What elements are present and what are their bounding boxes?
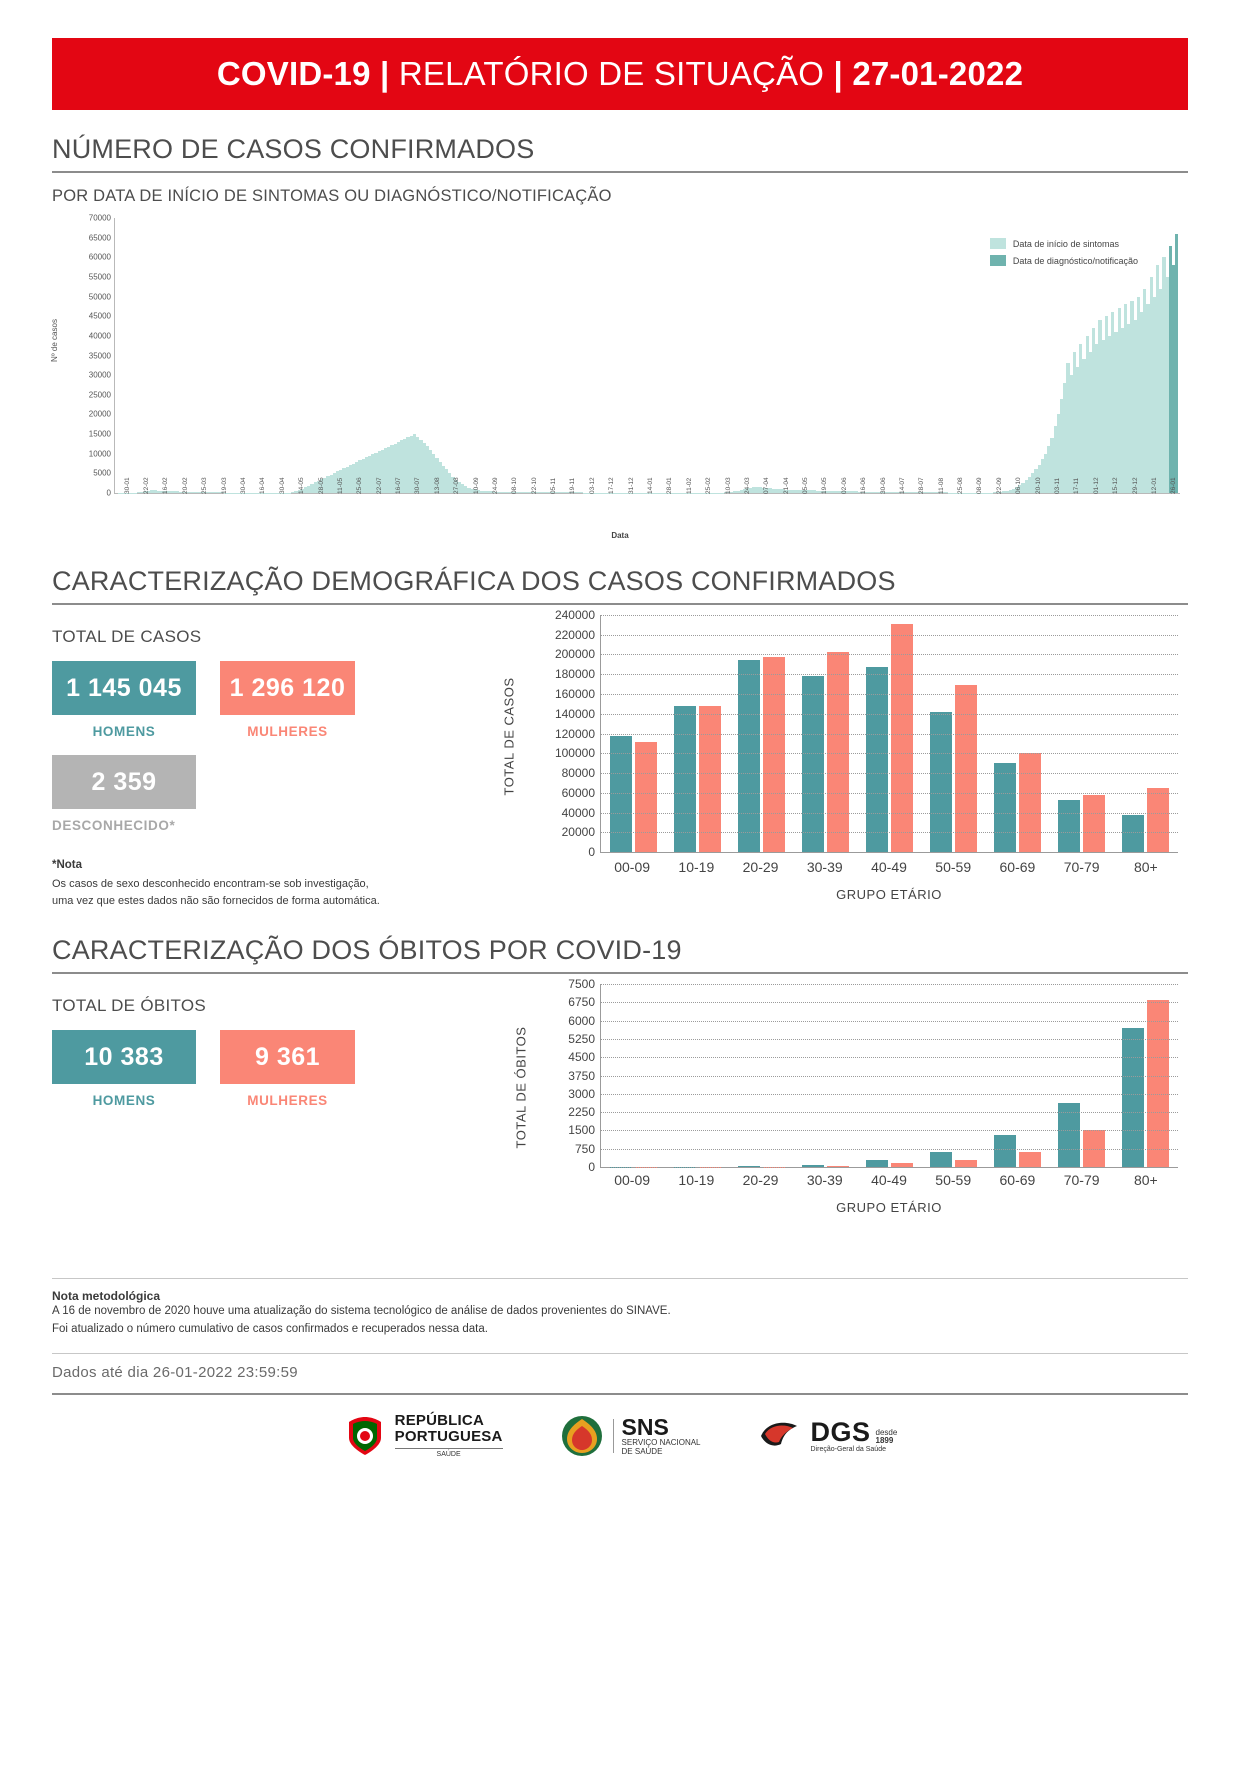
epi-curve-x-tick: 22-10 [531,477,538,494]
header-date: 27-01-2022 [852,55,1023,92]
epi-curve-legend [990,238,1138,272]
x-tick-label: 40-49 [857,859,921,875]
deaths-by-age-chart [522,980,1188,1220]
sns-flame-icon [559,1413,605,1459]
x-tick-label: 20-29 [728,1172,792,1188]
epi-curve-x-tick: 03-12 [589,477,596,494]
bar-women [635,742,657,852]
portuguese-shield-icon [343,1414,387,1458]
note-line-1: Os casos de sexo desconhecido encontram-se sob investigação, [52,876,522,893]
epi-curve-x-tick: 08-09 [976,477,983,494]
logo-sns-text [622,1415,701,1456]
epi-curve-x-tick: 30-04 [279,477,286,494]
section-title-cases: NÚMERO DE CASOS CONFIRMADOS [52,134,1188,173]
x-tick-label: 50-59 [921,859,985,875]
logo-dgs-line-3: 1899 [876,1437,898,1446]
footer-logos [52,1413,1188,1459]
bar-men [674,706,696,852]
epi-curve-x-tick-labels [114,494,1180,524]
logo-republica-line-2: PORTUGUESA [395,1429,503,1445]
epi-curve-y-tick: 20000 [89,410,111,419]
logo-dgs-text [811,1418,898,1454]
y-tick-label: 20000 [562,825,595,839]
y-tick-label: 3750 [568,1069,595,1083]
y-tick-label: 80000 [562,766,595,780]
grid-line [601,1057,1178,1058]
grid-line [601,1130,1178,1131]
header-sep-2: | [824,55,852,92]
epi-curve-x-tick: 03-11 [1054,478,1061,494]
total-cases-unknown [52,755,522,833]
deaths-chart-plot-area [600,984,1178,1168]
epi-curve-x-tick: 31-12 [628,477,635,494]
bar-women [1147,788,1169,852]
logo-republica-text [395,1413,503,1458]
epi-curve-x-axis-title: Data [52,531,1188,540]
logo-sns-line-3: DE SAÚDE [622,1448,701,1456]
epi-curve-x-tick: 16-06 [860,477,867,494]
epi-curve-y-tick: 10000 [89,449,111,458]
epi-curve-x-tick: 12-01 [1151,477,1158,494]
legend-item-sintomas [990,238,1138,249]
bar-men [994,1135,1016,1167]
epi-curve-x-tick: 17-11 [1073,478,1080,494]
logo-sns-line-1: SNS [622,1415,701,1439]
report-header-title [217,55,1023,93]
bar-women [1019,1152,1041,1167]
header-covid-label: COVID-19 [217,55,371,92]
bar-women [1019,753,1041,852]
methodology-line-1: A 16 de novembro de 2020 houve uma atualização do sistema tecnológico de análise de dados provenientes do SINAVE. [52,1303,1188,1321]
logo-dgs-line-1: DGS [811,1418,871,1446]
y-tick-label: 4500 [568,1050,595,1064]
epi-curve-y-tick: 55000 [89,272,111,281]
epi-curve-x-tick: 20-02 [182,477,189,494]
epi-curve-y-tick: 45000 [89,312,111,321]
total-deaths-men-value: 10 383 [52,1030,196,1084]
grid-line [601,734,1178,735]
y-tick-label: 3000 [568,1087,595,1101]
total-cases-women [196,661,355,739]
epi-curve-x-tick: 25-06 [356,477,363,494]
epi-curve-x-tick: 10-03 [725,477,732,494]
legend-label-diagnostico: Data de diagnóstico/notificação [1013,256,1138,266]
methodology-line-2: Foi atualizado o número cumulativo de casos confirmados e recuperados nessa data. [52,1321,1188,1339]
bar-women [955,1160,977,1167]
epi-curve-x-tick: 02-06 [841,477,848,494]
total-cases-women-label: MULHERES [220,724,355,739]
y-tick-label: 180000 [555,667,595,681]
x-tick-label: 60-69 [985,1172,1049,1188]
divider-methodology-top [52,1278,1188,1279]
total-cases-men-label: HOMENS [52,724,196,739]
epi-curve-x-tick: 27-08 [453,477,460,494]
epi-curve-y-tick: 35000 [89,351,111,360]
deaths-by-age-chart-wrap [522,980,1188,1220]
bar-women [763,657,785,852]
bar-men [738,660,760,852]
epi-curve-x-tick: 25-03 [201,477,208,494]
x-tick-label: 50-59 [921,1172,985,1188]
bar-men [1122,1028,1144,1167]
total-cases-men [52,661,196,739]
total-deaths-men [52,1030,196,1108]
epi-curve-x-tick: 25-08 [957,477,964,494]
epi-curve-x-tick: 01-12 [1093,477,1100,494]
epi-curve-x-tick: 07-04 [763,477,770,494]
x-tick-label: 00-09 [600,1172,664,1188]
y-tick-label: 7500 [568,977,595,991]
y-tick-label: 240000 [555,608,595,622]
epi-curve-y-tick: 30000 [89,371,111,380]
grid-line [601,674,1178,675]
epi-curve-x-tick: 28-01 [666,477,673,494]
x-tick-label: 30-39 [793,1172,857,1188]
y-tick-label: 2250 [568,1105,595,1119]
total-deaths-women-label: MULHERES [220,1093,355,1108]
grid-line [601,852,1178,853]
header-sep-1: | [371,55,399,92]
total-deaths-women [196,1030,355,1108]
bar-men [866,1160,888,1167]
epi-curve-x-tick: 11-08 [938,478,945,494]
bar-men [1058,800,1080,852]
grid-line [601,813,1178,814]
epi-curve-x-tick: 14-01 [647,477,654,494]
bar-women [1147,1000,1169,1167]
grid-line [601,694,1178,695]
epi-curve-x-tick: 17-12 [608,477,615,494]
epi-curve-x-tick: 16-07 [395,477,402,494]
section-title-demographics: CARACTERIZAÇÃO DEMOGRÁFICA DOS CASOS CONFIRMADOS [52,566,1188,605]
demographics-row [52,611,1188,911]
dgs-emblem-icon [757,1416,803,1456]
x-tick-label: 70-79 [1050,859,1114,875]
epi-curve-x-tick: 19-05 [821,477,828,494]
cases-chart-x-axis-title: GRUPO ETÁRIO [600,887,1178,902]
epi-curve-y-tick: 25000 [89,390,111,399]
epi-curve-x-tick: 21-04 [783,477,790,494]
logo-sns-divider [613,1419,614,1453]
total-cases-title: TOTAL DE CASOS [52,627,522,647]
deaths-row [52,980,1188,1220]
logo-sns-line-2: SERVIÇO NACIONAL [622,1439,701,1447]
epi-curve-y-tick: 70000 [89,214,111,223]
cases-chart-y-axis-title: TOTAL DE CASOS [502,677,517,795]
deaths-chart-y-axis-title: TOTAL DE ÓBITOS [513,1027,528,1149]
y-tick-label: 0 [588,845,595,859]
grid-line [601,1167,1178,1168]
total-deaths-men-label: HOMENS [52,1093,196,1108]
deaths-totals [52,980,522,1220]
logo-dgs [757,1416,898,1456]
grid-line [601,1039,1178,1040]
legend-item-diagnostico [990,255,1138,266]
epi-curve-x-tick: 11-05 [337,478,344,494]
epi-curve-x-tick: 15-12 [1112,477,1119,494]
x-tick-label: 10-19 [664,859,728,875]
cases-by-age-chart [522,611,1188,911]
bar-men [1122,815,1144,852]
bar-men [866,667,888,852]
epi-curve-y-tick: 50000 [89,292,111,301]
deaths-chart-x-tick-labels [600,1172,1178,1188]
bar-women [1083,795,1105,852]
y-tick-label: 6750 [568,995,595,1009]
grid-line [601,615,1178,616]
grid-line [601,1149,1178,1150]
note-line-2: uma vez que estes dados não são fornecidos de forma automática. [52,893,522,910]
y-tick-label: 40000 [562,806,595,820]
grid-line [601,1094,1178,1095]
epi-curve-bar [1175,234,1178,493]
grid-line [601,984,1178,985]
deaths-chart-x-axis-title: GRUPO ETÁRIO [600,1200,1178,1215]
epi-curve-y-axis-title: Nº de casos [50,319,59,362]
epi-curve-x-tick: 30-06 [880,477,887,494]
epi-curve-x-tick: 19-03 [221,477,228,494]
total-cases-women-value: 1 296 120 [220,661,355,715]
epi-curve-x-tick: 26-01 [1170,477,1177,494]
logo-dgs-line-4: Direção-Geral da Saúde [811,1446,898,1453]
epi-curve-x-tick: 24-03 [744,477,751,494]
grid-line [601,1002,1178,1003]
y-tick-label: 160000 [555,687,595,701]
epi-curve-x-tick: 24-09 [492,477,499,494]
demographics-totals [52,611,522,911]
epi-curve-y-tick: 15000 [89,430,111,439]
x-tick-label: 30-39 [793,859,857,875]
y-tick-label: 750 [575,1142,595,1156]
epi-curve-x-tick: 08-10 [511,477,518,494]
epi-curve-x-tick: 22-07 [376,477,383,494]
epi-curve-x-tick: 16-02 [162,477,169,494]
total-cases-unknown-value: 2 359 [52,755,196,809]
grid-line [601,714,1178,715]
epi-curve-x-tick: 05-11 [550,478,557,494]
epi-curve-y-tick: 65000 [89,233,111,242]
y-tick-label: 120000 [555,727,595,741]
epi-curve-x-tick: 13-08 [434,477,441,494]
grid-line [601,773,1178,774]
epi-curve-x-tick: 30-04 [240,477,247,494]
logo-republica-line-1: REPÚBLICA [395,1413,503,1429]
x-tick-label: 80+ [1114,859,1178,875]
x-tick-label: 60-69 [985,859,1049,875]
y-tick-label: 0 [588,1160,595,1174]
x-tick-label: 10-19 [664,1172,728,1188]
x-tick-label: 70-79 [1050,1172,1114,1188]
total-cases-men-value: 1 145 045 [52,661,196,715]
epi-curve-x-tick: 22-09 [996,477,1003,494]
epi-curve-x-tick: 10-09 [473,477,480,494]
x-tick-label: 40-49 [857,1172,921,1188]
grid-line [601,1076,1178,1077]
y-tick-label: 6000 [568,1014,595,1028]
bar-women [955,685,977,852]
legend-label-sintomas: Data de início de sintomas [1013,239,1119,249]
epi-curve-x-tick: 29-12 [1132,477,1139,494]
epi-curve-x-tick: 30-01 [124,477,131,494]
epi-curve-y-tick: 5000 [93,469,111,478]
section-title-deaths: CARACTERIZAÇÃO DOS ÓBITOS POR COVID-19 [52,935,1188,974]
epi-curve-x-tick: 05-05 [802,477,809,494]
section-subtitle-cases: POR DATA DE INÍCIO DE SINTOMAS OU DIAGNÓSTICO/NOTIFICAÇÃO [52,187,1188,206]
grid-line [601,1021,1178,1022]
total-cases-stat-row [52,661,522,739]
grid-line [601,1112,1178,1113]
methodology-title: Nota metodológica [52,1289,1188,1303]
divider-footer [52,1393,1188,1395]
epi-curve-y-tick: 40000 [89,331,111,340]
bar-women [827,652,849,852]
epi-curve-x-tick: 20-10 [1035,477,1042,494]
cases-chart-plot-area [600,615,1178,853]
y-tick-label: 1500 [568,1123,595,1137]
epi-curve-x-tick: 30-07 [414,477,421,494]
total-deaths-stat-row [52,1030,522,1108]
y-tick-label: 100000 [555,746,595,760]
grid-line [601,635,1178,636]
total-cases-unknown-label: DESCONHECIDO* [52,818,212,833]
cases-chart-x-tick-labels [600,859,1178,875]
x-tick-label: 20-29 [728,859,792,875]
x-tick-label: 80+ [1114,1172,1178,1188]
epi-curve-x-tick: 14-07 [899,477,906,494]
header-subtitle: RELATÓRIO DE SITUAÇÃO [399,55,824,92]
data-until-text: Dados até dia 26-01-2022 23:59:59 [52,1364,1188,1381]
total-deaths-title: TOTAL DE ÓBITOS [52,996,522,1016]
bar-men [802,676,824,852]
epi-curve-x-tick: 16-04 [259,477,266,494]
y-tick-label: 200000 [555,647,595,661]
divider-methodology-bottom [52,1353,1188,1354]
bar-women [699,706,721,852]
logo-republica-portuguesa [343,1413,503,1458]
legend-swatch-sintomas [990,238,1006,249]
y-tick-label: 220000 [555,628,595,642]
epi-curve-x-tick: 28-07 [918,477,925,494]
bar-men [930,1152,952,1167]
logo-dgs-line-2: desde [876,1429,898,1438]
report-header [52,38,1188,110]
logo-sns [559,1413,701,1459]
logo-republica-line-3: SAÚDE [395,1448,503,1458]
epi-curve-x-tick: 25-02 [705,477,712,494]
epi-curve-chart [52,212,1188,542]
epi-curve-x-tick: 28-05 [318,477,325,494]
grid-line [601,832,1178,833]
total-deaths-women-value: 9 361 [220,1030,355,1084]
grid-line [601,654,1178,655]
bar-women [891,624,913,852]
note-title: *Nota [52,859,522,871]
methodology-block [52,1278,1188,1395]
legend-swatch-diagnostico [990,255,1006,266]
y-tick-label: 60000 [562,786,595,800]
epi-curve-x-tick: 14-05 [298,477,305,494]
grid-line [601,793,1178,794]
x-tick-label: 00-09 [600,859,664,875]
y-tick-label: 5250 [568,1032,595,1046]
epi-curve-x-tick: 22-02 [143,477,150,494]
epi-curve-x-tick: 11-02 [686,478,693,494]
report-page [0,38,1240,1792]
cases-by-age-chart-wrap [522,611,1188,911]
grid-line [601,753,1178,754]
epi-curve-y-tick: 0 [107,489,111,498]
y-tick-label: 140000 [555,707,595,721]
bar-men [994,763,1016,852]
epi-curve-x-tick: 06-10 [1015,477,1022,494]
epi-curve-x-tick: 19-11 [569,478,576,494]
epi-curve-y-tick: 60000 [89,253,111,262]
